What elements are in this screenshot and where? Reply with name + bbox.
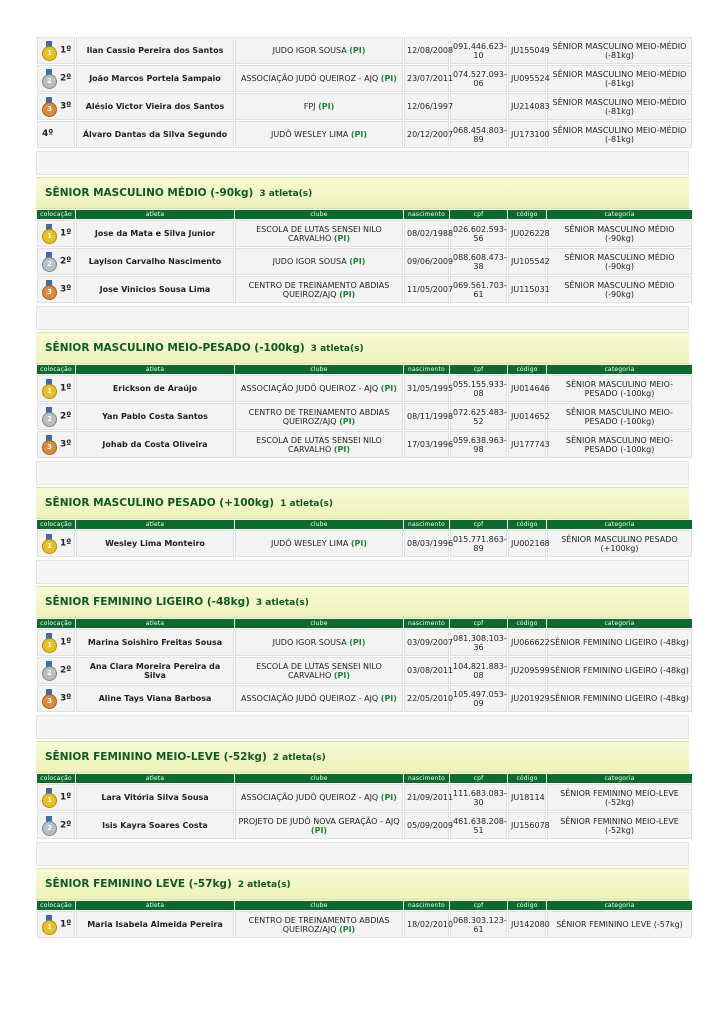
category-title: SÊNIOR MASCULINO PESADO (+100kg) (45, 497, 275, 509)
category: SÊNIOR FEMININO LIGEIRO (-48kg) (547, 685, 692, 712)
club-name: CENTRO DE TREINAMENTO ABDIAS QUEIROZ/AJQ (248, 915, 390, 934)
athlete-name: Johab da Costa Oliveira (76, 431, 234, 458)
placement: 2º (60, 73, 72, 83)
club-cell (235, 530, 403, 557)
athlete-code: JU026228 (508, 220, 546, 247)
placement: 1º (60, 538, 72, 548)
placement: 2º (60, 256, 72, 266)
column-header: cpf (450, 619, 507, 628)
category-header (36, 487, 689, 519)
athlete-code: JU115031 (508, 276, 546, 303)
athlete-code: JU201929 (508, 685, 546, 712)
column-header: código (508, 210, 546, 219)
category: SÊNIOR FEMININO MEIO-LEVE (-52kg) (547, 784, 692, 811)
athlete-count: 2 atleta(s) (272, 753, 326, 763)
table-header-row (37, 774, 692, 783)
category: SÊNIOR MASCULINO MEIO-PESADO (-100kg) (547, 375, 692, 402)
table-header-row (37, 619, 692, 628)
column-header: clube (235, 210, 403, 219)
club-state: (PI) (380, 384, 397, 393)
table-header-row (37, 520, 692, 529)
athlete-code: JU214083 (508, 93, 546, 120)
birth-date: 03/08/2011 (404, 657, 449, 684)
athlete-count: 3 atleta(s) (310, 344, 364, 354)
cpf (450, 93, 507, 120)
column-header: nascimento (404, 365, 449, 374)
bronze-medal-icon (42, 280, 56, 300)
athlete-name: Yan Pablo Costa Santos (76, 403, 234, 430)
category: SÊNIOR MASCULINO MÉDIO (-90kg) (547, 220, 692, 247)
club-name: PROJETO DE JUDÔ NOVA GERAÇÃO - AJQ (238, 816, 400, 826)
gold-medal-icon (42, 224, 56, 244)
column-header: cpf (450, 210, 507, 219)
placement: 2º (60, 665, 72, 675)
club-state: (PI) (339, 924, 356, 934)
club-cell (235, 121, 403, 148)
category: SÊNIOR MASCULINO MEIO-MÉDIO (-81kg) (547, 121, 692, 148)
club-cell (235, 220, 403, 247)
medal-number: 1 (42, 920, 57, 935)
table-header-row (37, 365, 692, 374)
cpf: 068.454.803-89 (450, 121, 507, 148)
cpf: 461.638.208-51 (450, 812, 507, 839)
athlete-code: JU173100 (508, 121, 546, 148)
medal-number: 1 (42, 638, 57, 653)
column-header: categoria (547, 520, 692, 529)
category: SÊNIOR MASCULINO PESADO (+100kg) (547, 530, 692, 557)
placement: 3º (60, 284, 72, 294)
athlete-name: Jose da Mata e Silva Junior (76, 220, 234, 247)
cpf: 068.303.123-61 (450, 911, 507, 938)
club-state: (PI) (339, 416, 356, 426)
column-header: nascimento (404, 210, 449, 219)
column-header: categoria (547, 774, 692, 783)
athlete-name: Laylson Carvalho Nascimento (76, 248, 234, 275)
column-header: atleta (76, 520, 234, 529)
results-table (36, 900, 693, 939)
table-row (37, 530, 692, 557)
gold-medal-icon (42, 534, 56, 554)
table-row (37, 276, 692, 303)
athlete-code: JU105542 (508, 248, 546, 275)
medal-number: 1 (42, 384, 57, 399)
birth-date: 17/03/1996 (404, 431, 449, 458)
birth-date: 08/11/1998 (404, 403, 449, 430)
results-table (36, 618, 693, 713)
column-header: atleta (76, 365, 234, 374)
placement-cell (37, 657, 75, 684)
club-cell (235, 375, 403, 402)
placement-cell (37, 530, 75, 557)
placement: 1º (60, 792, 72, 802)
birth-date: 11/05/2007 (404, 276, 449, 303)
column-header: colocação (37, 619, 75, 628)
cpf: 088.608.473-38 (450, 248, 507, 275)
club-cell (235, 657, 403, 684)
table-header-row (37, 210, 692, 219)
placement-cell (37, 629, 75, 656)
column-header: clube (235, 365, 403, 374)
club-state: (PI) (310, 825, 328, 835)
medal-number: 3 (42, 285, 57, 300)
placement: 2º (60, 820, 72, 830)
club-name: CENTRO DE TREINAMENTO ABDIAS QUEIROZ/AJQ (248, 407, 390, 426)
table-row (37, 629, 692, 656)
column-header: nascimento (404, 520, 449, 529)
placement-cell (37, 911, 75, 938)
silver-medal-icon (42, 252, 56, 272)
athlete-name: Álvaro Dantas da Silva Segundo (76, 121, 234, 148)
column-header: colocação (37, 210, 75, 219)
results-page (36, 36, 689, 939)
club-state: (PI) (349, 46, 366, 55)
category-header (36, 741, 689, 773)
bronze-medal-icon (42, 435, 56, 455)
gold-medal-icon (42, 379, 56, 399)
bronze-medal-icon (42, 97, 56, 117)
column-header: código (508, 365, 546, 374)
section-spacer (36, 842, 689, 866)
placement-cell (37, 276, 75, 303)
placement-cell (37, 220, 75, 247)
athlete-code: JU18114 (508, 784, 546, 811)
birth-date: 23/07/2011 (404, 65, 449, 92)
column-header: atleta (76, 774, 234, 783)
birth-date: 22/05/2010 (404, 685, 449, 712)
placement: 1º (60, 637, 72, 647)
placement-cell (37, 375, 75, 402)
placement: 4º (42, 129, 54, 139)
column-header: categoria (547, 901, 692, 910)
category: SÊNIOR FEMININO LEVE (-57kg) (547, 911, 692, 938)
birth-date: 21/09/2011 (404, 784, 449, 811)
category: SÊNIOR MASCULINO MÉDIO (-90kg) (547, 248, 692, 275)
gold-medal-icon (42, 633, 56, 653)
cpf: 104.821.883-08 (450, 657, 507, 684)
placement: 1º (60, 45, 72, 55)
club-cell (235, 93, 403, 120)
table-row (37, 121, 692, 148)
section-spacer (36, 560, 689, 584)
club-cell (235, 812, 403, 839)
athlete-name: João Marcos Portela Sampaio (76, 65, 234, 92)
category-header (36, 177, 689, 209)
club-name: ASSOCIAÇÃO JUDÔ QUEIROZ - AJQ (241, 74, 379, 83)
club-state: (PI) (333, 233, 351, 243)
club-name: ASSOCIAÇÃO JUDÔ QUEIROZ - AJQ (241, 694, 379, 703)
birth-date: 03/09/2007 (404, 629, 449, 656)
silver-medal-icon (42, 69, 56, 89)
club-name: JUDÔ WESLEY LIMA (270, 539, 349, 548)
column-header: código (508, 520, 546, 529)
table-row (37, 911, 692, 938)
club-state: (PI) (350, 130, 368, 139)
birth-date: 18/02/2010 (404, 911, 449, 938)
gold-medal-icon (42, 41, 56, 61)
placement: 1º (60, 383, 72, 393)
club-cell (235, 784, 403, 811)
table-row (37, 403, 692, 430)
column-header: código (508, 774, 546, 783)
bronze-medal-icon (42, 689, 56, 709)
results-table (36, 36, 693, 149)
club-name: JUDO IGOR SOUSA (272, 638, 347, 647)
column-header: clube (235, 901, 403, 910)
category: SÊNIOR FEMININO LIGEIRO (-48kg) (547, 657, 692, 684)
category: SÊNIOR MASCULINO MEIO-PESADO (-100kg) (547, 403, 692, 430)
cpf: 059.638.963-98 (450, 431, 507, 458)
medal-number: 3 (42, 102, 57, 117)
silver-medal-icon (42, 407, 56, 427)
club-state: (PI) (339, 289, 356, 299)
results-table (36, 519, 693, 558)
athlete-name: Erickson de Araújo (76, 375, 234, 402)
silver-medal-icon (42, 661, 56, 681)
column-header: nascimento (404, 619, 449, 628)
column-header: cpf (450, 520, 507, 529)
silver-medal-icon (42, 816, 56, 836)
gold-medal-icon (42, 788, 56, 808)
birth-date: 12/08/2008 (404, 37, 449, 64)
medal-number: 1 (42, 793, 57, 808)
placement-cell (37, 812, 75, 839)
athlete-count: 1 atleta(s) (280, 499, 334, 509)
club-state: (PI) (333, 670, 351, 680)
club-name: ESCOLA DE LUTAS SENSEI NILO CARVALHO (256, 435, 382, 454)
placement-cell (37, 784, 75, 811)
section-spacer (36, 715, 689, 739)
placement-cell (37, 248, 75, 275)
category-title: SÊNIOR FEMININO LIGEIRO (-48kg) (45, 596, 250, 608)
birth-date: 05/09/2009 (404, 812, 449, 839)
club-name: JUDO IGOR SOUSA (272, 257, 347, 266)
section-spacer (36, 461, 689, 485)
column-header: atleta (76, 619, 234, 628)
results-table (36, 209, 693, 304)
athlete-code: JU156078 (508, 812, 546, 839)
medal-number: 2 (42, 666, 57, 681)
section-spacer (36, 151, 689, 175)
placement-cell (37, 403, 75, 430)
placement-cell (37, 431, 75, 458)
medal-number: 1 (42, 46, 57, 61)
placement: 3º (60, 693, 72, 703)
column-header: cpf (450, 365, 507, 374)
cpf: 026.602.593-56 (450, 220, 507, 247)
medal-number: 2 (42, 821, 57, 836)
club-state: (PI) (380, 694, 397, 703)
column-header: clube (235, 619, 403, 628)
column-header: categoria (547, 365, 692, 374)
table-row (37, 431, 692, 458)
athlete-name: Wesley Lima Monteiro (76, 530, 234, 557)
column-header: colocação (37, 901, 75, 910)
placement: 2º (60, 411, 72, 421)
column-header: nascimento (404, 774, 449, 783)
table-row (37, 65, 692, 92)
category-header (36, 868, 689, 900)
cpf: 091.446.623-10 (450, 37, 507, 64)
column-header: código (508, 901, 546, 910)
club-cell (235, 403, 403, 430)
club-name: JUDÔ WESLEY LIMA (270, 130, 349, 139)
cpf: 015.771.863-89 (450, 530, 507, 557)
athlete-code: JU177743 (508, 431, 546, 458)
club-cell (235, 911, 403, 938)
cpf: 055.155.933-08 (450, 375, 507, 402)
column-header: código (508, 619, 546, 628)
category: SÊNIOR MASCULINO MEIO-MÉDIO (-81kg) (547, 37, 692, 64)
column-header: cpf (450, 774, 507, 783)
club-state: (PI) (380, 793, 397, 802)
column-header: atleta (76, 901, 234, 910)
birth-date: 08/02/1988 (404, 220, 449, 247)
birth-date: 31/05/1995 (404, 375, 449, 402)
results-table (36, 364, 693, 459)
club-cell (235, 248, 403, 275)
table-row (37, 784, 692, 811)
placement: 1º (60, 919, 72, 929)
club-state: (PI) (333, 444, 351, 454)
column-header: clube (235, 774, 403, 783)
table-row (37, 657, 692, 684)
athlete-code: JU066622 (508, 629, 546, 656)
column-header: clube (235, 520, 403, 529)
table-row (37, 812, 692, 839)
table-header-row (37, 901, 692, 910)
athlete-code: JU095524 (508, 65, 546, 92)
club-name: ESCOLA DE LUTAS SENSEI NILO CARVALHO (256, 661, 382, 680)
category: SÊNIOR FEMININO LIGEIRO (-48kg) (547, 629, 692, 656)
category: SÊNIOR MASCULINO MEIO-PESADO (-100kg) (547, 431, 692, 458)
column-header: atleta (76, 210, 234, 219)
column-header: cpf (450, 901, 507, 910)
category: SÊNIOR MASCULINO MEIO-MÉDIO (-81kg) (547, 65, 692, 92)
athlete-code: JU142080 (508, 911, 546, 938)
column-header: colocação (37, 365, 75, 374)
athlete-name: Ilan Cassio Pereira dos Santos (76, 37, 234, 64)
category: SÊNIOR MASCULINO MÉDIO (-90kg) (547, 276, 692, 303)
category: SÊNIOR FEMININO MEIO-LEVE (-52kg) (547, 812, 692, 839)
category-header (36, 586, 689, 618)
medal-number: 2 (42, 257, 57, 272)
athlete-code: JU155049 (508, 37, 546, 64)
club-state: (PI) (318, 102, 335, 111)
table-row (37, 220, 692, 247)
cpf: 074.527.093-06 (450, 65, 507, 92)
club-cell (235, 431, 403, 458)
birth-date: 20/12/2007 (404, 121, 449, 148)
medal-number: 1 (42, 229, 57, 244)
athlete-count: 3 atleta(s) (255, 598, 309, 608)
table-row (37, 93, 692, 120)
club-name: FPJ (303, 102, 316, 111)
table-row (37, 37, 692, 64)
club-cell (235, 65, 403, 92)
category-title: SÊNIOR FEMININO MEIO-LEVE (-52kg) (45, 751, 267, 763)
club-name: ASSOCIAÇÃO JUDÔ QUEIROZ - AJQ (241, 793, 379, 802)
category-header (36, 332, 689, 364)
placement-cell (37, 37, 75, 64)
cpf: 081.308.103-36 (450, 629, 507, 656)
birth-date: 09/06/2009 (404, 248, 449, 275)
table-row (37, 685, 692, 712)
medal-number: 1 (42, 539, 57, 554)
column-header: colocação (37, 520, 75, 529)
column-header: categoria (547, 619, 692, 628)
club-state: (PI) (380, 74, 397, 83)
athlete-name: Maria Isabela Almeida Pereira (76, 911, 234, 938)
medal-number: 2 (42, 74, 57, 89)
column-header: nascimento (404, 901, 449, 910)
athlete-name: Marina Soishiro Freitas Sousa (76, 629, 234, 656)
club-cell (235, 629, 403, 656)
placement-cell (37, 685, 75, 712)
placement: 3º (60, 439, 72, 449)
birth-date: 08/03/1996 (404, 530, 449, 557)
club-name: CENTRO DE TREINAMENTO ABDIAS QUEIROZ/AJQ (248, 280, 390, 299)
column-header: categoria (547, 210, 692, 219)
club-cell (235, 685, 403, 712)
athlete-code: JU014652 (508, 403, 546, 430)
table-row (37, 248, 692, 275)
category-title: SÊNIOR MASCULINO MEIO-PESADO (-100kg) (45, 342, 305, 354)
athlete-count: 3 atleta(s) (259, 189, 313, 199)
placement-cell (37, 121, 75, 148)
club-state: (PI) (349, 257, 366, 266)
medal-number: 2 (42, 412, 57, 427)
placement: 3º (60, 101, 72, 111)
club-name: ASSOCIAÇÃO JUDÔ QUEIROZ - AJQ (241, 384, 379, 393)
athlete-code: JU014646 (508, 375, 546, 402)
club-state: (PI) (350, 539, 368, 548)
placement: 1º (60, 228, 72, 238)
cpf: 105.497.053-09 (450, 685, 507, 712)
club-state: (PI) (349, 638, 366, 647)
cpf: 111.683.083-30 (450, 784, 507, 811)
placement-cell (37, 65, 75, 92)
medal-number: 3 (42, 440, 57, 455)
cpf: 072.625.483-52 (450, 403, 507, 430)
athlete-name: Lara Vitória Silva Sousa (76, 784, 234, 811)
category: SÊNIOR MASCULINO MEIO-MÉDIO (-81kg) (547, 93, 692, 120)
gold-medal-icon (42, 915, 56, 935)
medal-number: 3 (42, 694, 57, 709)
club-name: ESCOLA DE LUTAS SENSEI NILO CARVALHO (256, 224, 382, 243)
column-header: colocação (37, 774, 75, 783)
athlete-name: Aline Tays Viana Barbosa (76, 685, 234, 712)
athlete-code: JU209599 (508, 657, 546, 684)
athlete-name: Alésio Victor Vieira dos Santos (76, 93, 234, 120)
cpf: 069.561.703-61 (450, 276, 507, 303)
club-cell (235, 37, 403, 64)
category-title: SÊNIOR FEMININO LEVE (-57kg) (45, 878, 232, 890)
club-cell (235, 276, 403, 303)
results-table (36, 773, 693, 840)
section-spacer (36, 306, 689, 330)
birth-date: 12/06/1997 (404, 93, 449, 120)
athlete-code: JU002168 (508, 530, 546, 557)
athlete-count: 2 atleta(s) (237, 880, 291, 890)
athlete-name: Ana Clara Moreira Pereira da Silva (76, 657, 234, 684)
placement-cell (37, 93, 75, 120)
athlete-name: Jose Vinicios Sousa Lima (76, 276, 234, 303)
athlete-name: Isis Kayra Soares Costa (76, 812, 234, 839)
club-name: JUDO IGOR SOUSA (272, 46, 347, 55)
category-title: SÊNIOR MASCULINO MÉDIO (-90kg) (45, 187, 254, 199)
table-row (37, 375, 692, 402)
